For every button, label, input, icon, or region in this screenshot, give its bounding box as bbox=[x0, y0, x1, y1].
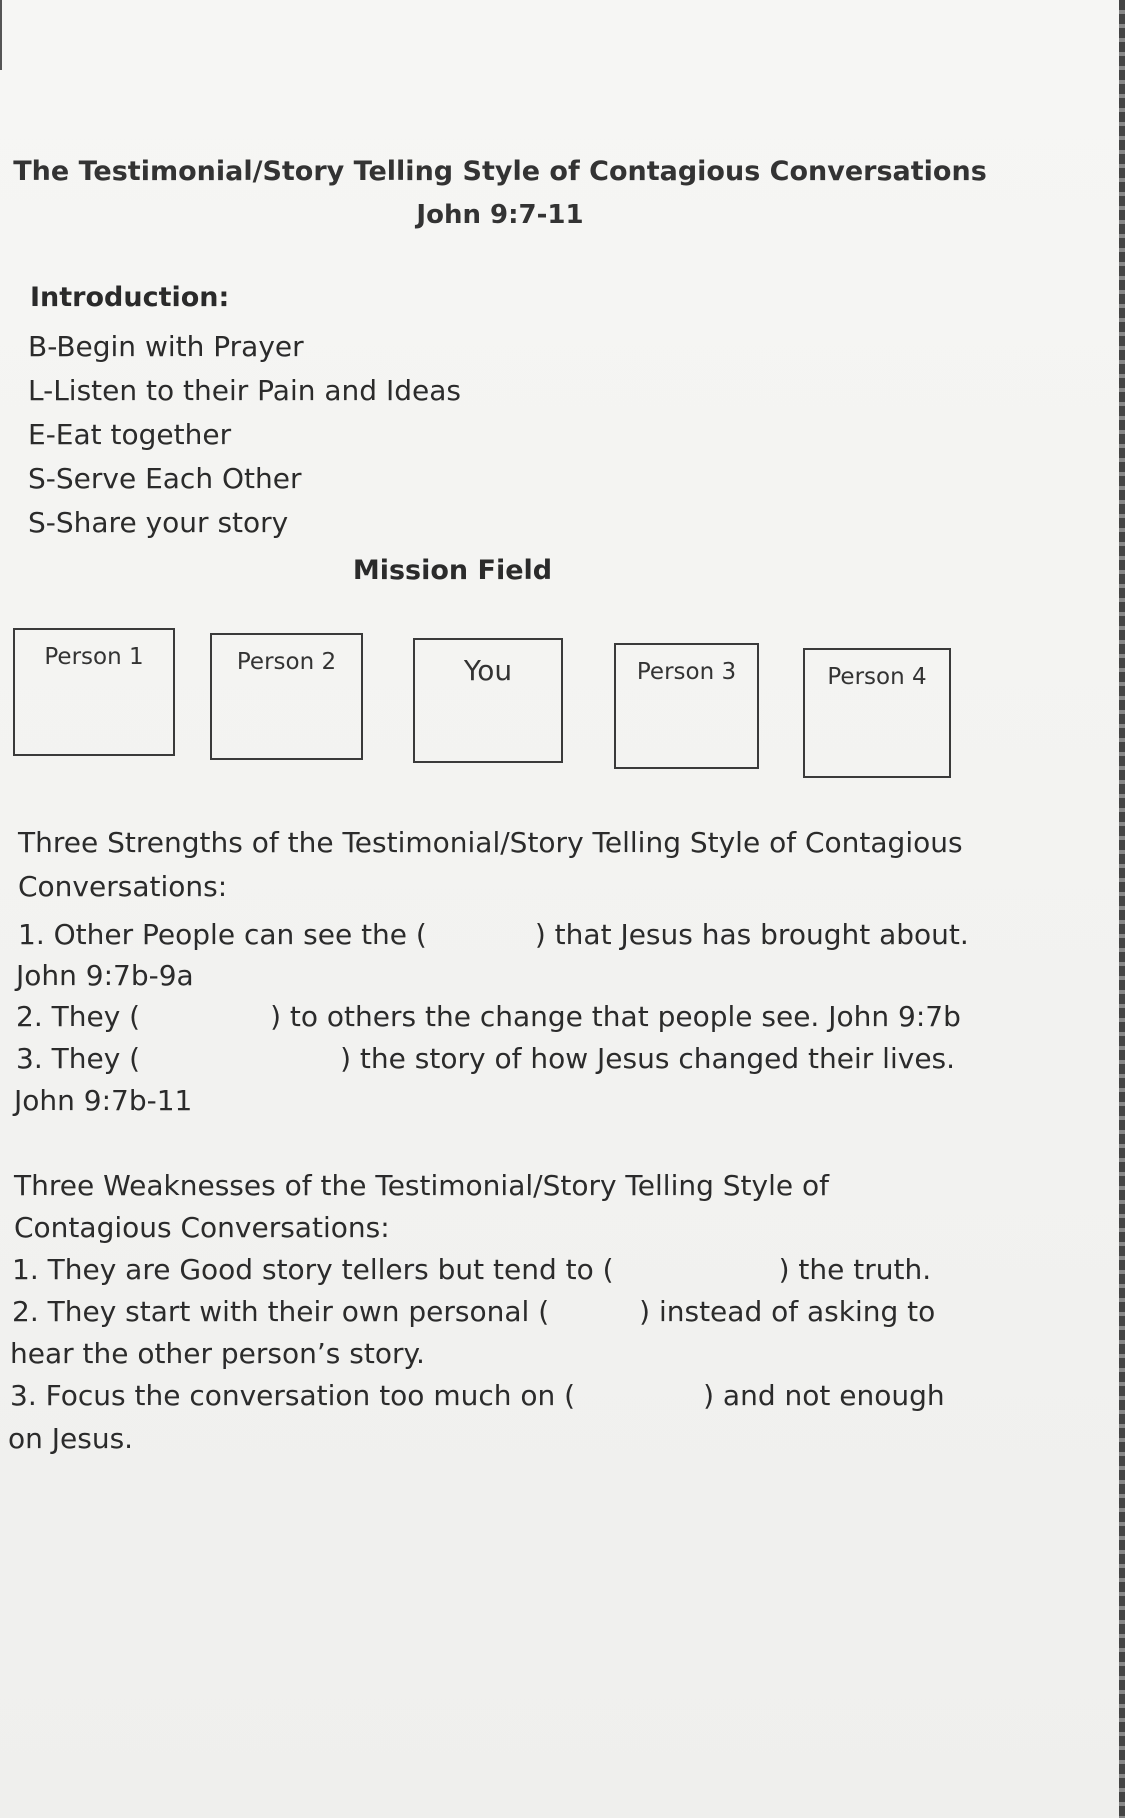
page-edge-left bbox=[0, 0, 2, 70]
strength-item-1 bbox=[18, 914, 969, 956]
weakness-item-3-end: ) and not enough bbox=[703, 1379, 945, 1412]
page-edge-right bbox=[1119, 0, 1125, 1818]
weaknesses-heading-line1: Three Weaknesses of the Testimonial/Story Telling Style of bbox=[14, 1169, 829, 1202]
mission-box-label: Person 2 bbox=[236, 649, 337, 675]
list-item: S-Share your story bbox=[28, 506, 289, 539]
mission-box-person-4 bbox=[803, 648, 951, 778]
weakness-item-3-continued: on Jesus. bbox=[8, 1422, 134, 1455]
weaknesses-heading-line2: Contagious Conversations: bbox=[14, 1211, 390, 1244]
weakness-item-2 bbox=[12, 1291, 935, 1333]
strength-item-3 bbox=[16, 1038, 955, 1080]
strengths-heading-line2: Conversations: bbox=[18, 870, 228, 903]
mission-box-person-1 bbox=[13, 628, 175, 756]
strength-item-2 bbox=[16, 996, 961, 1038]
weakness-item-1-start: 1. They are Good story tellers but tend to ( bbox=[12, 1253, 614, 1286]
strength-item-2-end: ) to others the change that people see. John 9:7b bbox=[270, 1000, 961, 1033]
strength-item-3-start: 3. They ( bbox=[16, 1042, 141, 1075]
weakness-item-1-end: ) the truth. bbox=[778, 1253, 932, 1286]
strength-item-3-reference: John 9:7b-11 bbox=[14, 1084, 193, 1117]
mission-box-person-3 bbox=[614, 643, 759, 769]
list-item: L-Listen to their Pain and Ideas bbox=[28, 374, 461, 407]
mission-box-label: Person 1 bbox=[44, 644, 144, 670]
mission-box-label: You bbox=[463, 654, 513, 687]
strength-item-1-reference: John 9:7b-9a bbox=[16, 959, 194, 992]
weakness-item-2-continued: hear the other person’s story. bbox=[10, 1337, 425, 1370]
list-item: E-Eat together bbox=[28, 418, 232, 451]
strength-item-1-start: 1. Other People can see the ( bbox=[18, 918, 427, 951]
weakness-item-3 bbox=[10, 1375, 945, 1417]
mission-box-you bbox=[413, 638, 563, 763]
mission-box-person-2 bbox=[210, 633, 363, 760]
mission-box-label: Person 3 bbox=[636, 659, 737, 685]
mission-field-heading: Mission Field bbox=[352, 555, 553, 586]
strength-item-3-end: ) the story of how Jesus changed their lives. bbox=[340, 1042, 956, 1075]
strengths-heading-line1: Three Strengths of the Testimonial/Story Telling Style of Contagious bbox=[18, 826, 963, 859]
document-subtitle: John 9:7-11 bbox=[416, 200, 584, 230]
strength-item-1-end: ) that Jesus has brought about. bbox=[534, 918, 969, 951]
mission-box-label: Person 4 bbox=[827, 664, 927, 690]
introduction-list bbox=[28, 325, 461, 545]
list-item: B-Begin with Prayer bbox=[28, 330, 304, 363]
list-item: S-Serve Each Other bbox=[28, 462, 302, 495]
weakness-item-3-start: 3. Focus the conversation too much on ( bbox=[10, 1379, 576, 1412]
weakness-item-2-end: ) instead of asking to bbox=[639, 1295, 936, 1328]
weakness-item-1 bbox=[12, 1249, 931, 1291]
introduction-heading: Introduction: bbox=[30, 282, 230, 313]
document-title: The Testimonial/Story Telling Style of Contagious Conversations bbox=[13, 156, 987, 187]
weakness-item-2-start: 2. They start with their own personal ( bbox=[12, 1295, 550, 1328]
strength-item-2-start: 2. They ( bbox=[16, 1000, 141, 1033]
